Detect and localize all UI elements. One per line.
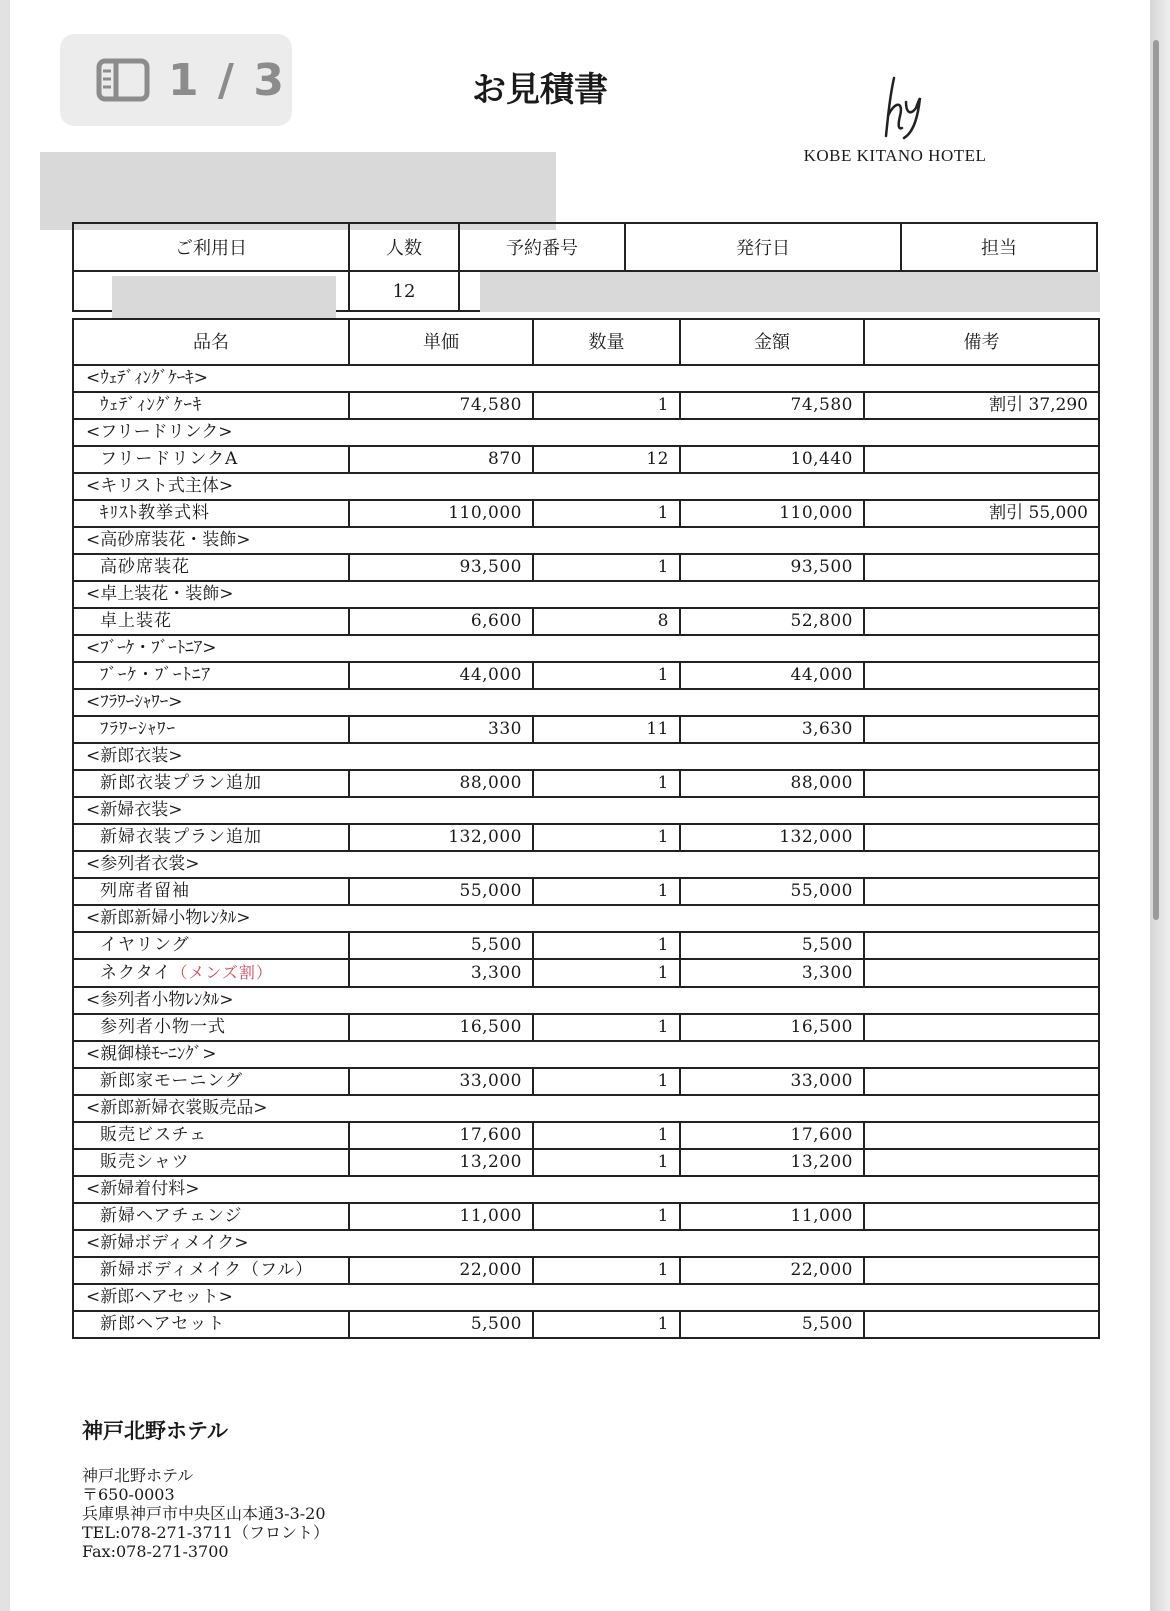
redacted-recipient bbox=[40, 152, 556, 230]
page-left-edge bbox=[0, 0, 10, 1611]
item-row bbox=[73, 608, 1099, 635]
note bbox=[864, 824, 1099, 851]
category-row bbox=[73, 473, 1099, 500]
sidebar-panel-icon bbox=[96, 58, 150, 102]
item-row bbox=[73, 1014, 1099, 1041]
category-label: <フリードリンク> bbox=[73, 419, 1099, 446]
item-name: フリードリンクA bbox=[73, 446, 349, 473]
unit-price: 330 bbox=[349, 716, 533, 743]
estimate-items-table bbox=[72, 318, 1100, 1339]
item-name: 新婦ヘアチェンジ bbox=[73, 1203, 349, 1230]
amount: 13,200 bbox=[680, 1149, 864, 1176]
note: 割引 55,000 bbox=[864, 500, 1099, 527]
note bbox=[864, 878, 1099, 905]
note bbox=[864, 1203, 1099, 1230]
unit-price: 55,000 bbox=[349, 878, 533, 905]
hotel-logo-icon bbox=[880, 76, 928, 142]
unit-price: 6,600 bbox=[349, 608, 533, 635]
hotel-logo-text: KOBE KITANO HOTEL bbox=[803, 146, 987, 165]
note bbox=[864, 1311, 1099, 1338]
amount: 93,500 bbox=[680, 554, 864, 581]
header-people: 人数 bbox=[349, 223, 459, 271]
amount: 55,000 bbox=[680, 878, 864, 905]
footer-hotel-name: 神戸北野ホテル bbox=[82, 1419, 228, 1443]
item-name: ｳｪﾃﾞｨﾝｸﾞｹｰｷ bbox=[73, 392, 349, 419]
page-indicator[interactable] bbox=[60, 34, 292, 126]
item-name: 販売ビスチェ bbox=[73, 1122, 349, 1149]
item-name: 列席者留袖 bbox=[73, 878, 349, 905]
address-line: Fax:078-271-3700 bbox=[82, 1542, 229, 1561]
amount: 52,800 bbox=[680, 608, 864, 635]
note bbox=[864, 608, 1099, 635]
category-label: <ｳｪﾃﾞｨﾝｸﾞｹｰｷ> bbox=[73, 365, 1099, 392]
unit-price: 5,500 bbox=[349, 1311, 533, 1338]
unit-price: 870 bbox=[349, 446, 533, 473]
item-row bbox=[73, 446, 1099, 473]
item-name: ｷﾘｽﾄ教挙式料 bbox=[73, 500, 349, 527]
unit-price: 33,000 bbox=[349, 1068, 533, 1095]
category-row bbox=[73, 905, 1099, 932]
document-title: お見積書 bbox=[472, 70, 608, 110]
redacted-reservation-details bbox=[480, 272, 1100, 312]
item-row bbox=[73, 662, 1099, 689]
note bbox=[864, 662, 1099, 689]
quantity: 1 bbox=[533, 554, 680, 581]
category-row bbox=[73, 987, 1099, 1014]
category-label: <新郎ヘアセット> bbox=[73, 1284, 1099, 1311]
column-header-name: 品名 bbox=[73, 319, 349, 365]
header-usage-date: ご利用日 bbox=[73, 223, 349, 271]
column-header-note: 備考 bbox=[864, 319, 1099, 365]
quantity: 12 bbox=[533, 446, 680, 473]
category-label: <卓上装花・装飾> bbox=[73, 581, 1099, 608]
item-row bbox=[73, 878, 1099, 905]
item-row bbox=[73, 824, 1099, 851]
value-people: 12 bbox=[349, 271, 459, 311]
address-line: TEL:078-271-3711（フロント） bbox=[82, 1523, 329, 1542]
amount: 3,630 bbox=[680, 716, 864, 743]
quantity: 1 bbox=[533, 1311, 680, 1338]
address-line: 兵庫県神戸市中央区山本通3-3-20 bbox=[82, 1504, 326, 1523]
category-row bbox=[73, 365, 1099, 392]
category-label: <新婦衣装> bbox=[73, 797, 1099, 824]
quantity: 1 bbox=[533, 959, 680, 987]
category-label: <新婦ボディメイク> bbox=[73, 1230, 1099, 1257]
item-row bbox=[73, 392, 1099, 419]
category-label: <参列者衣裳> bbox=[73, 851, 1099, 878]
amount: 132,000 bbox=[680, 824, 864, 851]
note bbox=[864, 1149, 1099, 1176]
item-row bbox=[73, 500, 1099, 527]
unit-price: 88,000 bbox=[349, 770, 533, 797]
amount: 10,440 bbox=[680, 446, 864, 473]
category-label: <高砂席装花・装飾> bbox=[73, 527, 1099, 554]
category-label: <参列者小物ﾚﾝﾀﾙ> bbox=[73, 987, 1099, 1014]
quantity: 1 bbox=[533, 1014, 680, 1041]
quantity: 1 bbox=[533, 392, 680, 419]
category-row bbox=[73, 1284, 1099, 1311]
item-name-text: ネクタイ bbox=[100, 963, 172, 983]
amount: 74,580 bbox=[680, 392, 864, 419]
note bbox=[864, 932, 1099, 959]
column-header-unit-price: 単価 bbox=[349, 319, 533, 365]
category-row bbox=[73, 743, 1099, 770]
item-name bbox=[73, 959, 349, 987]
item-name: ﾌﾗﾜｰｼｬﾜｰ bbox=[73, 716, 349, 743]
unit-price: 3,300 bbox=[349, 959, 533, 987]
note bbox=[864, 1014, 1099, 1041]
category-row bbox=[73, 635, 1099, 662]
item-name: 高砂席装花 bbox=[73, 554, 349, 581]
category-row bbox=[73, 1176, 1099, 1203]
unit-price: 16,500 bbox=[349, 1014, 533, 1041]
item-name: 新郎家モーニング bbox=[73, 1068, 349, 1095]
category-label: <新郎衣装> bbox=[73, 743, 1099, 770]
amount: 5,500 bbox=[680, 1311, 864, 1338]
category-label: <ﾌﾞｰｹ・ﾌﾞｰﾄﾆｱ> bbox=[73, 635, 1099, 662]
note bbox=[864, 716, 1099, 743]
item-row bbox=[73, 716, 1099, 743]
category-label: <新郎新婦小物ﾚﾝﾀﾙ> bbox=[73, 905, 1099, 932]
quantity: 1 bbox=[533, 1203, 680, 1230]
category-label: <キリスト式主体> bbox=[73, 473, 1099, 500]
header-staff: 担当 bbox=[901, 223, 1097, 271]
quantity: 1 bbox=[533, 662, 680, 689]
category-label: <ﾌﾗﾜｰｼｬﾜｰ> bbox=[73, 689, 1099, 716]
item-row bbox=[73, 959, 1099, 987]
category-row bbox=[73, 1230, 1099, 1257]
scrollbar-thumb[interactable] bbox=[1153, 40, 1159, 920]
unit-price: 44,000 bbox=[349, 662, 533, 689]
quantity: 1 bbox=[533, 1122, 680, 1149]
note: 割引 37,290 bbox=[864, 392, 1099, 419]
category-row bbox=[73, 1041, 1099, 1068]
category-row bbox=[73, 797, 1099, 824]
quantity: 8 bbox=[533, 608, 680, 635]
quantity: 1 bbox=[533, 1149, 680, 1176]
item-name: 新郎ヘアセット bbox=[73, 1311, 349, 1338]
unit-price: 110,000 bbox=[349, 500, 533, 527]
quantity: 1 bbox=[533, 770, 680, 797]
address-line: 神戸北野ホテル bbox=[82, 1466, 194, 1485]
item-row bbox=[73, 1068, 1099, 1095]
note bbox=[864, 1068, 1099, 1095]
note bbox=[864, 446, 1099, 473]
header-issue-date: 発行日 bbox=[625, 223, 901, 271]
note bbox=[864, 554, 1099, 581]
item-row bbox=[73, 1122, 1099, 1149]
item-row bbox=[73, 1149, 1099, 1176]
category-label: <親御様ﾓｰﾆﾝｸﾞ> bbox=[73, 1041, 1099, 1068]
amount: 110,000 bbox=[680, 500, 864, 527]
quantity: 1 bbox=[533, 824, 680, 851]
amount: 44,000 bbox=[680, 662, 864, 689]
category-row bbox=[73, 689, 1099, 716]
header-reservation-no: 予約番号 bbox=[459, 223, 625, 271]
item-name: ﾌﾞｰｹ・ﾌﾞｰﾄﾆｱ bbox=[73, 662, 349, 689]
note bbox=[864, 1122, 1099, 1149]
category-row bbox=[73, 419, 1099, 446]
amount: 17,600 bbox=[680, 1122, 864, 1149]
unit-price: 11,000 bbox=[349, 1203, 533, 1230]
note bbox=[864, 1257, 1099, 1284]
note bbox=[864, 770, 1099, 797]
item-row bbox=[73, 1311, 1099, 1338]
column-header-amount: 金額 bbox=[680, 319, 864, 365]
page-number: 1 / 3 bbox=[168, 54, 286, 106]
amount: 22,000 bbox=[680, 1257, 864, 1284]
item-row bbox=[73, 770, 1099, 797]
amount: 16,500 bbox=[680, 1014, 864, 1041]
quantity: 1 bbox=[533, 1068, 680, 1095]
category-row bbox=[73, 581, 1099, 608]
unit-price: 93,500 bbox=[349, 554, 533, 581]
category-label: <新郎新婦衣裳販売品> bbox=[73, 1095, 1099, 1122]
category-row bbox=[73, 1095, 1099, 1122]
item-name: 卓上装花 bbox=[73, 608, 349, 635]
amount: 88,000 bbox=[680, 770, 864, 797]
quantity: 1 bbox=[533, 878, 680, 905]
category-row bbox=[73, 851, 1099, 878]
amount: 3,300 bbox=[680, 959, 864, 987]
amount: 5,500 bbox=[680, 932, 864, 959]
column-header-quantity: 数量 bbox=[533, 319, 680, 365]
hotel-address bbox=[82, 1466, 329, 1561]
note bbox=[864, 959, 1099, 987]
item-row bbox=[73, 932, 1099, 959]
quantity: 11 bbox=[533, 716, 680, 743]
category-row bbox=[73, 527, 1099, 554]
item-row bbox=[73, 1257, 1099, 1284]
amount: 33,000 bbox=[680, 1068, 864, 1095]
unit-price: 13,200 bbox=[349, 1149, 533, 1176]
item-name: 新婦ボディメイク（フル） bbox=[73, 1257, 349, 1284]
amount: 11,000 bbox=[680, 1203, 864, 1230]
unit-price: 22,000 bbox=[349, 1257, 533, 1284]
category-label: <新婦着付料> bbox=[73, 1176, 1099, 1203]
item-name: 参列者小物一式 bbox=[73, 1014, 349, 1041]
quantity: 1 bbox=[533, 1257, 680, 1284]
item-name: イヤリング bbox=[73, 932, 349, 959]
unit-price: 5,500 bbox=[349, 932, 533, 959]
item-name: 販売シャツ bbox=[73, 1149, 349, 1176]
redacted-usage-date bbox=[112, 276, 336, 318]
item-name: 新婦衣装プラン追加 bbox=[73, 824, 349, 851]
unit-price: 132,000 bbox=[349, 824, 533, 851]
item-name: 新郎衣装プラン追加 bbox=[73, 770, 349, 797]
unit-price: 17,600 bbox=[349, 1122, 533, 1149]
quantity: 1 bbox=[533, 500, 680, 527]
address-line: 〒650-0003 bbox=[82, 1485, 175, 1504]
item-row bbox=[73, 554, 1099, 581]
item-row bbox=[73, 1203, 1099, 1230]
quantity: 1 bbox=[533, 932, 680, 959]
unit-price: 74,580 bbox=[349, 392, 533, 419]
handwritten-annotation: （メンズ割） bbox=[171, 963, 273, 982]
